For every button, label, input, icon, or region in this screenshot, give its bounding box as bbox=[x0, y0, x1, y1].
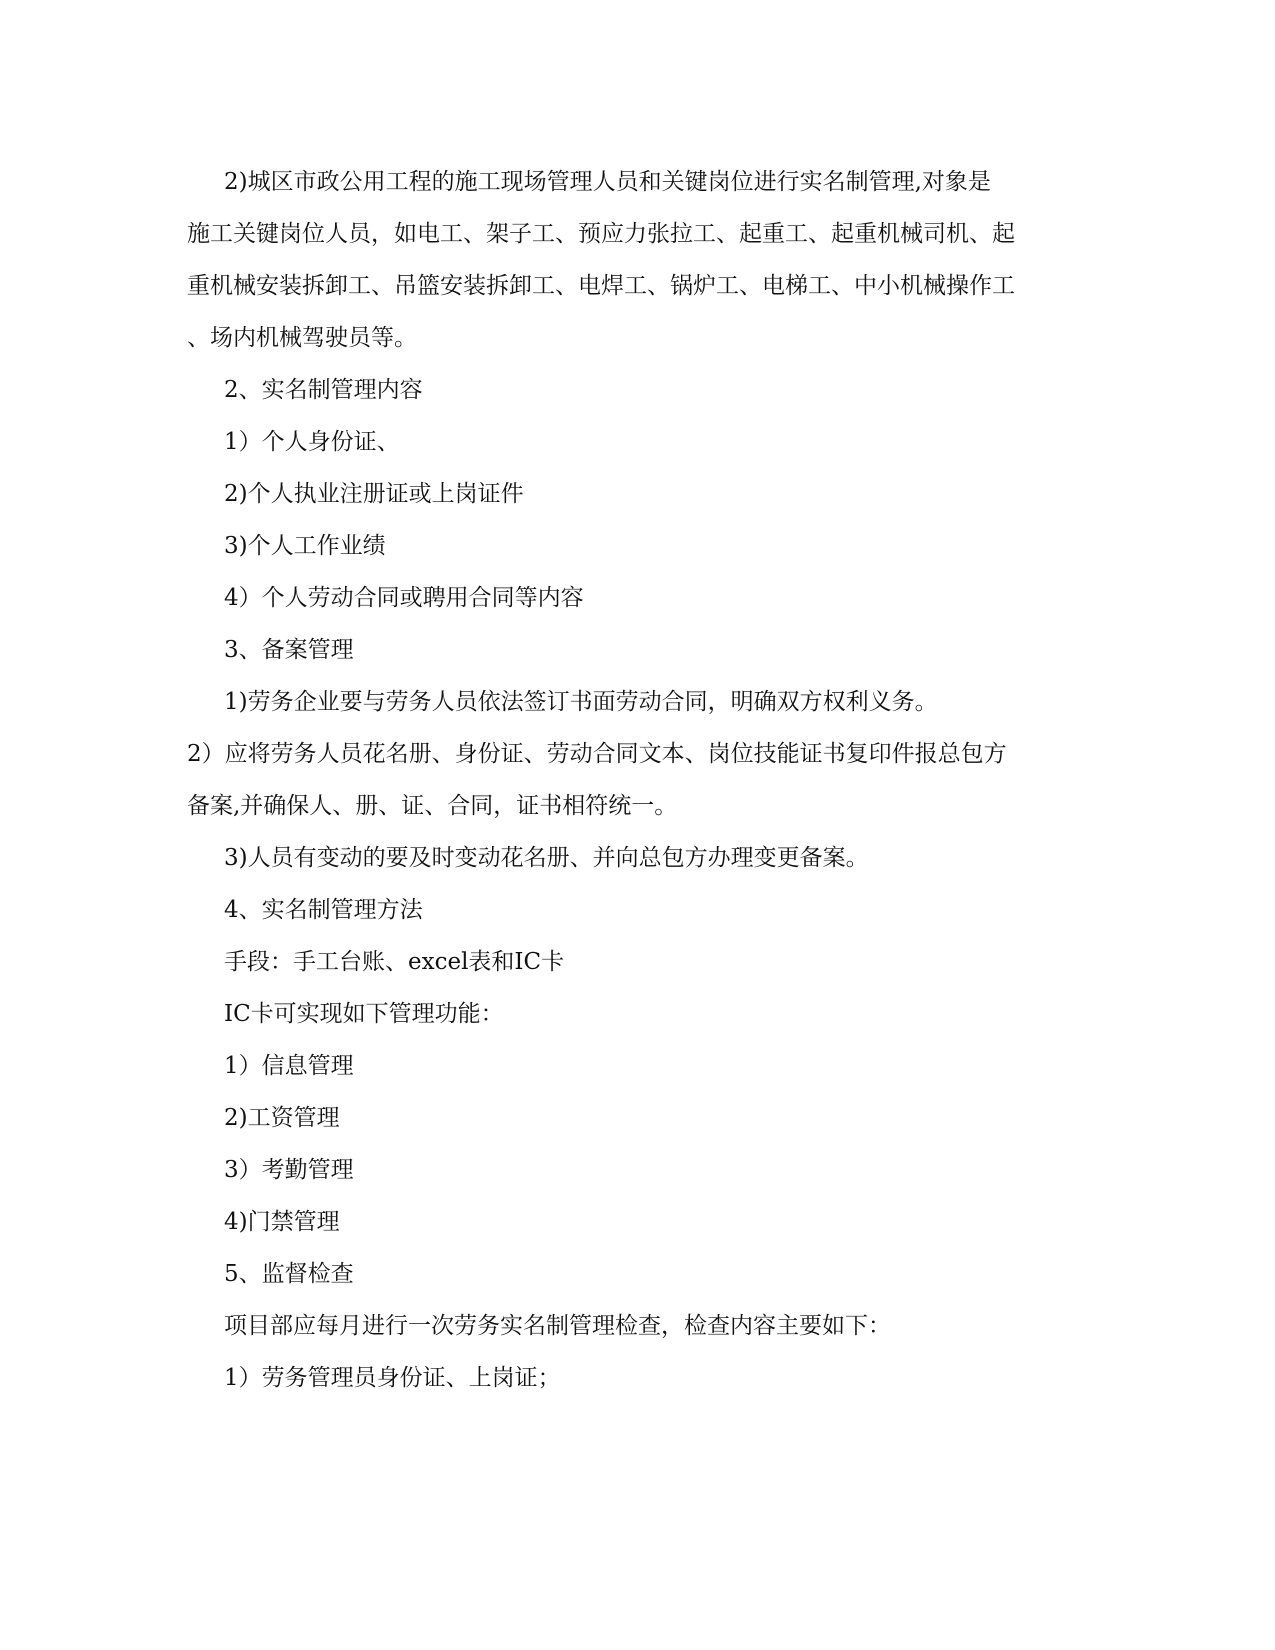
list-item: 1）劳务管理员身份证、上岗证； bbox=[224, 1365, 561, 1391]
section-heading: 4、实名制管理方法 bbox=[224, 897, 423, 923]
paragraph-line: IC卡可实现如下管理功能： bbox=[224, 1001, 504, 1027]
list-item: 3)人员有变动的要及时变动花名册、并向总包方办理变更备案。 bbox=[224, 845, 869, 871]
paragraph-line: 2)城区市政公用工程的施工现场管理人员和关键岗位进行实名制管理,对象是 bbox=[224, 169, 991, 195]
paragraph-line: 、场内机械驾驶员等。 bbox=[187, 325, 417, 351]
list-item: 2)工资管理 bbox=[224, 1105, 340, 1131]
paragraph-line: 手段：手工台账、excel表和IC卡 bbox=[224, 949, 565, 975]
list-item: 1)劳务企业要与劳务人员依法签订书面劳动合同，明确双方权利义务。 bbox=[224, 689, 938, 715]
paragraph-line: 重机械安装拆卸工、吊篮安装拆卸工、电焊工、锅炉工、电梯工、中小机械操作工 bbox=[187, 273, 1015, 299]
list-item: 3）考勤管理 bbox=[224, 1157, 354, 1183]
list-item: 2）应将劳务人员花名册、身份证、劳动合同文本、岗位技能证书复印件报总包方 bbox=[187, 741, 1007, 767]
paragraph-line: 项目部应每月进行一次劳务实名制管理检查，检查内容主要如下： bbox=[224, 1313, 891, 1339]
section-heading: 5、监督检查 bbox=[224, 1261, 354, 1287]
paragraph-line: 施工关键岗位人员，如电工、架子工、预应力张拉工、起重工、起重机械司机、起 bbox=[187, 221, 1015, 247]
list-item: 1）信息管理 bbox=[224, 1053, 354, 1079]
list-item: 1）个人身份证、 bbox=[224, 429, 400, 455]
section-heading: 3、备案管理 bbox=[224, 637, 354, 663]
list-item: 4)门禁管理 bbox=[224, 1209, 340, 1235]
section-heading: 2、实名制管理内容 bbox=[224, 377, 423, 403]
list-item: 4）个人劳动合同或聘用合同等内容 bbox=[224, 585, 584, 611]
paragraph-line: 备案,并确保人、册、证、合同，证书相符统一。 bbox=[187, 793, 678, 819]
list-item: 2)个人执业注册证或上岗证件 bbox=[224, 481, 524, 507]
list-item: 3)个人工作业绩 bbox=[224, 533, 386, 559]
